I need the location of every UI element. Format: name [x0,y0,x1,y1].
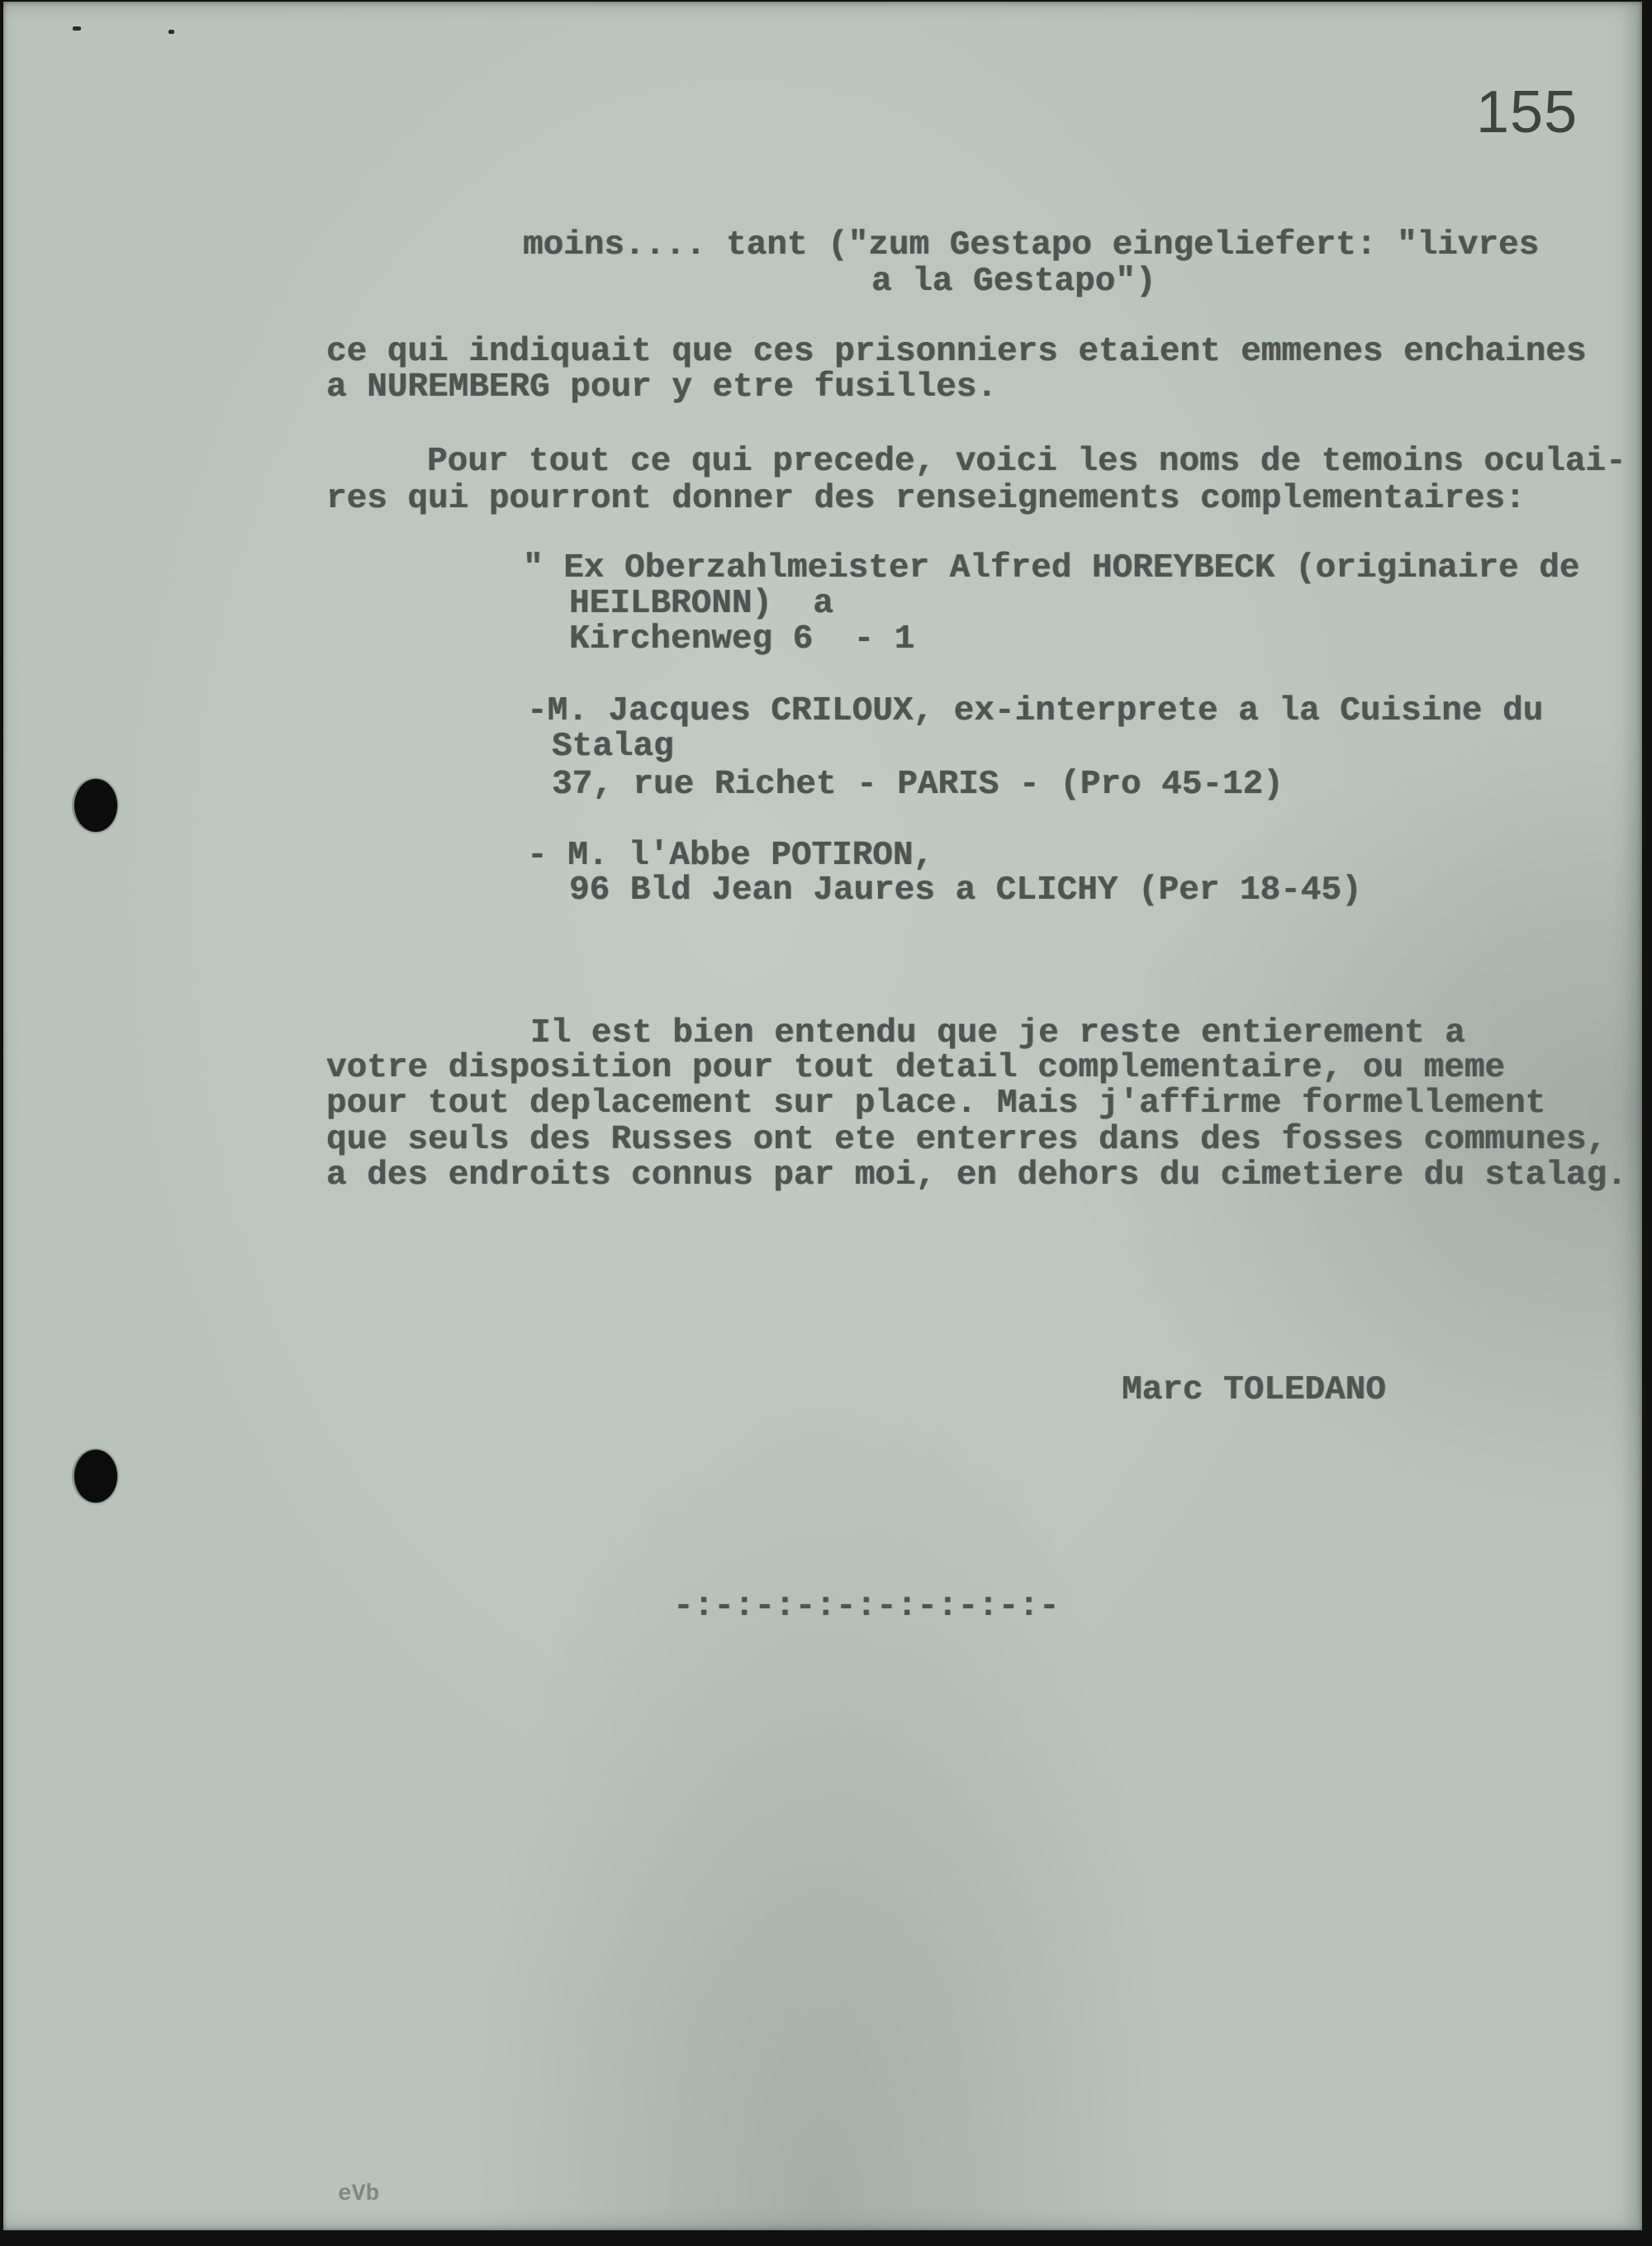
closing-line: Il est bien entendu que je reste entierement a [530,1014,1465,1052]
document-page [3,2,1642,2230]
witness-line: " Ex Oberzahlmeister Alfred HOREYBECK (originaire de [523,549,1580,587]
punch-hole [74,1450,117,1503]
page-number: 155 [1476,79,1578,145]
paragraph-line: a NUREMBERG pour y etre fusilles. [326,368,997,406]
witness-line: - M. l'Abbe POTIRON, [527,837,934,875]
punch-hole [74,779,117,832]
footer-initials: eVb [338,2182,380,2207]
closing-line: votre disposition pour tout detail complementaire, ou meme [326,1049,1506,1087]
paragraph-line: Pour tout ce qui precede, voici les noms de temoins oculai- [427,443,1626,481]
witness-line: 96 Bld Jean Jaures a CLICHY (Per 18-45) [569,871,1362,909]
witness-line: Stalag [552,728,674,766]
separator-line: -:-:-:-:-:-:-:-:-:- [673,1588,1060,1626]
intro-line: moins.... tant ("zum Gestapo eingeliefert: "livres [523,226,1540,264]
witness-line: HEILBRONN) a [569,585,833,623]
witness-line: 37, rue Richet - PARIS - (Pro 45-12) [552,766,1284,804]
witness-line: -M. Jacques CRILOUX, ex-interprete a la Cuisine du [527,692,1544,730]
closing-line: que seuls des Russes ont ete enterres dans des fosses communes, [326,1121,1607,1159]
signature: Marc TOLEDANO [1122,1371,1386,1409]
closing-line: pour tout deplacement sur place. Mais j'affirme formellement [326,1085,1546,1123]
scan-mark [73,26,81,31]
paragraph-line: ce qui indiquait que ces prisonniers etaient emmenes enchaines [326,333,1587,371]
scan-mark [169,30,174,34]
closing-line: a des endroits connus par moi, en dehors du cimetiere du stalag. [326,1156,1627,1194]
paragraph-line: res qui pourront donner des renseignements complementaires: [326,480,1526,518]
intro-line: a la Gestapo") [871,263,1156,301]
witness-line: Kirchenweg 6 - 1 [569,620,915,658]
